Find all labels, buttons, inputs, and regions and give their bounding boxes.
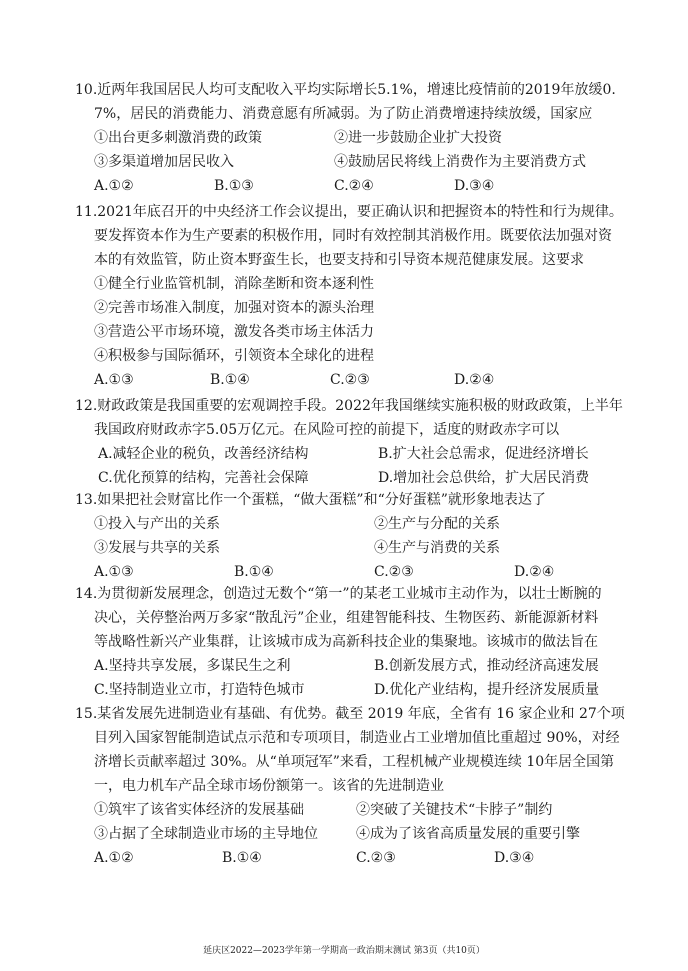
question-text-line: 一，电力机车产品全球市场份额第一。该省的先进制造业 <box>94 778 444 794</box>
answer-option-b: B.扩大社会总需求，促进经济增长 <box>378 446 589 462</box>
question-text-line: 等战略性新兴产业集群，让该城市成为高新科技企业的集聚地。该城市的做法旨在 <box>94 634 598 650</box>
answer-option-b: B.①④ <box>210 372 250 388</box>
statement-item: ②完善市场准入制度，加强对资本的源头治理 <box>94 300 374 316</box>
answer-option-c: C.②③ <box>330 372 370 388</box>
answer-option-b: B.①④ <box>222 850 262 866</box>
statement-item: ②突破了关键技术“卡脖子”制约 <box>356 802 553 818</box>
question-text-line: 7%，居民的消费能力、消费意愿有所减弱。为了防止消费增速持续放缓，国家应 <box>94 106 593 122</box>
answer-option-b: B.①④ <box>234 564 274 580</box>
answer-option-b: B.①③ <box>214 178 254 194</box>
question-text-line: 本的有效监管，防止资本野蛮生长，也要支持和引导资本规范健康发展。这要求 <box>94 252 584 268</box>
statement-item: ①投入与产出的关系 <box>94 516 220 532</box>
question-text-line: 目列入国家智能制造试点示范和专项项目，制造业占工业增加值比重超过 90%，对经 <box>94 730 620 746</box>
answer-option-a: A.①③ <box>94 564 134 580</box>
answer-option-d: D.优化产业结构，提升经济发展质量 <box>374 682 600 698</box>
answer-option-b: B.创新发展方式，推动经济高速发展 <box>374 658 599 674</box>
answer-option-a: A.①③ <box>94 372 134 388</box>
answer-option-c: C.坚持制造业立市，打造特色城市 <box>94 682 305 698</box>
statement-item: ②进一步鼓励企业扩大投资 <box>334 130 502 146</box>
question-text-line: 14.为贯彻新发展理念，创造过无数个“第一”的某老工业城市主动作为，以壮士断腕的 <box>75 586 602 602</box>
question-text-line: 15.某省发展先进制造业有基础、有优势。截至 2019 年底，全省有 16 家企业和 27个项 <box>75 706 625 722</box>
answer-option-d: D.②④ <box>454 372 495 388</box>
statement-item: ④生产与消费的关系 <box>374 540 500 556</box>
answer-option-c: C.②③ <box>374 564 414 580</box>
statement-item: ③多渠道增加居民收入 <box>94 154 234 170</box>
statement-item: ①筑牢了该省实体经济的发展基础 <box>94 802 304 818</box>
statement-item: ④成为了该省高质量发展的重要引擎 <box>356 826 580 842</box>
answer-option-c: C.②③ <box>356 850 396 866</box>
answer-option-a: A.①② <box>94 850 134 866</box>
answer-option-c: C.②④ <box>334 178 374 194</box>
statement-item: ④积极参与国际循环，引领资本全球化的进程 <box>94 348 374 364</box>
question-text-line: 13.如果把社会财富比作一个蛋糕，“做大蛋糕”和“分好蛋糕”就形象地表达了 <box>75 492 546 508</box>
statement-item: ③发展与共享的关系 <box>94 540 220 556</box>
answer-option-a: A.减轻企业的税负，改善经济结构 <box>98 446 309 462</box>
answer-option-c: C.优化预算的结构，完善社会保障 <box>98 470 309 486</box>
answer-option-d: D.③④ <box>494 850 535 866</box>
answer-option-d: D.增加社会总供给，扩大居民消费 <box>378 470 590 486</box>
statement-item: ①健全行业监管机制，消除垄断和资本逐利性 <box>94 276 374 292</box>
page-footer: 延庆区2022—2023学年第一学期高一政治期末测试 第3页（共10页） <box>203 946 485 956</box>
answer-option-d: D.③④ <box>454 178 495 194</box>
statement-item: ②生产与分配的关系 <box>374 516 500 532</box>
question-text-line: 10.近两年我国居民人均可支配收入平均实际增长5.1%，增速比疫情前的2019年放缓0. <box>75 82 616 98</box>
statement-item: ④鼓励居民将线上消费作为主要消费方式 <box>334 154 586 170</box>
statement-item: ③占据了全球制造业市场的主导地位 <box>94 826 318 842</box>
answer-option-a: A.坚持共享发展，多谋民生之利 <box>94 658 291 674</box>
statement-item: ①出台更多刺激消费的政策 <box>94 130 262 146</box>
statement-item: ③营造公平市场环境，激发各类市场主体活力 <box>94 324 374 340</box>
question-text-line: 我国政府财政赤字5.05万亿元。在风险可控的前提下，适度的财政赤字可以 <box>94 422 560 438</box>
question-text-line: 决心，关停整治两万多家“散乱污”企业，组建智能科技、生物医药、新能源新材料 <box>94 610 599 626</box>
question-text-line: 要发挥资本作为生产要素的积极作用，同时有效控制其消极作用。既要依法加强对资 <box>94 228 612 244</box>
answer-option-d: D.②④ <box>514 564 555 580</box>
question-text-line: 11.2021年底召开的中央经济工作会议提出，要正确认识和把握资本的特性和行为规律。 <box>75 204 623 220</box>
question-text-line: 12.财政政策是我国重要的宏观调控手段。2022年我国继续实施积极的财政政策，上半年 <box>75 398 623 414</box>
answer-option-a: A.①② <box>94 178 134 194</box>
question-text-line: 济增长贡献率超过 30%。从“单项冠军”来看，工程机械产业规模连续 10年居全国第 <box>94 754 615 770</box>
